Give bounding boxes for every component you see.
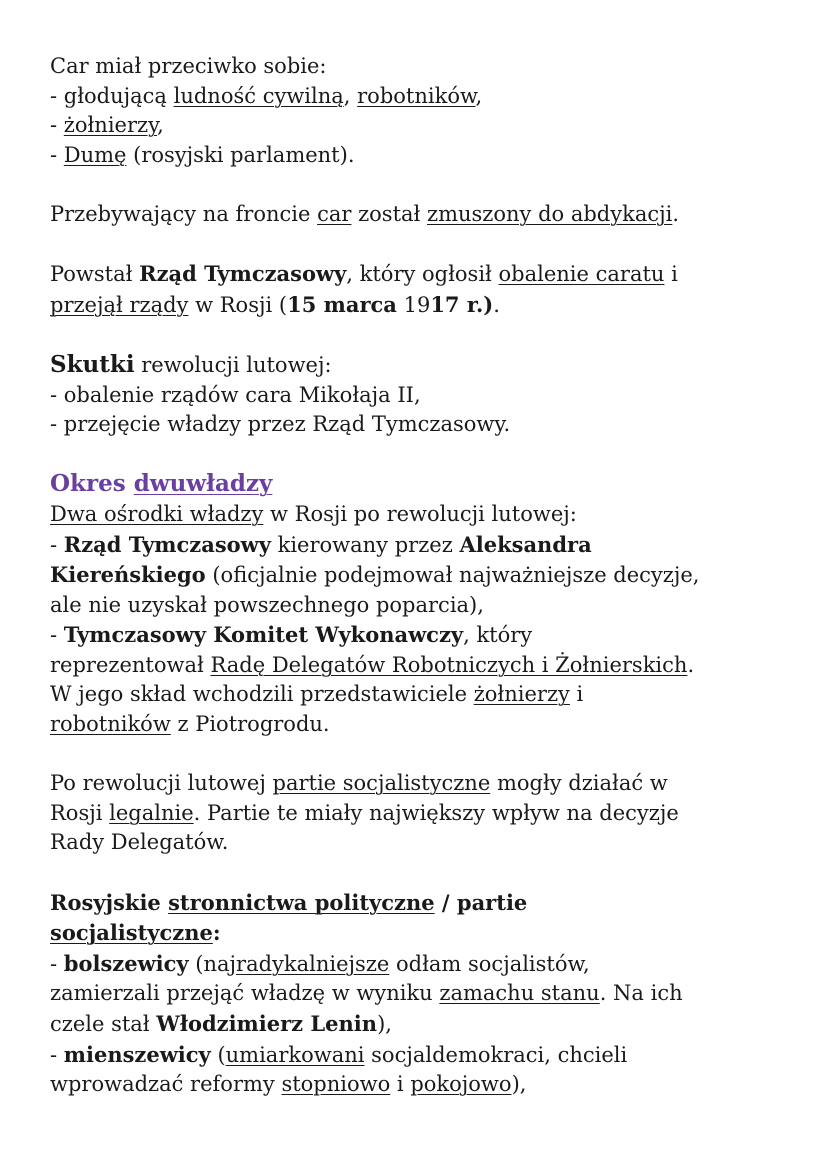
text: Przebywający na froncie <box>50 201 318 226</box>
bold-text: Włodzimierz Lenin <box>156 1011 378 1036</box>
paragraph-gap <box>50 320 810 350</box>
text-line <box>50 259 810 290</box>
text: , <box>475 83 483 108</box>
text: - <box>50 113 64 138</box>
underlined-text: obalenie caratu <box>498 262 665 287</box>
paragraph-gap <box>50 230 810 260</box>
underlined-text: legalnie <box>109 800 194 825</box>
text-line <box>50 530 810 561</box>
underlined-text: żołnierzy <box>63 113 158 138</box>
text-line <box>50 52 810 82</box>
bold-text: Tymczasowy Komitet Wykonawczy <box>63 622 464 648</box>
bold-text: Rząd Tymczasowy <box>139 261 347 287</box>
text: (naj <box>188 951 237 976</box>
text: , <box>343 83 358 108</box>
text: w Rosji po rewolucji lutowej: <box>263 501 577 526</box>
text: , który <box>463 623 533 648</box>
text: Car miał przeciwko sobie: <box>50 54 327 78</box>
paragraph-gap <box>50 170 810 200</box>
text-line <box>50 141 810 171</box>
paragraph-gap <box>50 858 810 888</box>
text-line <box>50 500 810 530</box>
dual-power-section <box>50 469 810 739</box>
text: , który ogłosił <box>346 262 499 287</box>
text: Rosji <box>50 800 110 825</box>
text: i <box>390 1072 411 1097</box>
abdication-paragraph <box>50 200 810 230</box>
text: i <box>664 262 678 287</box>
text-line <box>50 949 810 980</box>
bold-text: / partie <box>434 889 528 915</box>
text-line <box>50 620 810 651</box>
bold-underlined-text: stronnictwa polityczne <box>168 889 435 915</box>
underlined-text: ludność cywilną <box>173 83 344 108</box>
text: ), <box>511 1072 527 1097</box>
text-line <box>50 710 810 740</box>
effects-paragraph <box>50 350 810 440</box>
text: kierowany przez <box>270 532 460 557</box>
text-line <box>50 1009 810 1040</box>
text-line <box>50 651 810 681</box>
bold-heading-word: Skutki <box>50 350 135 378</box>
text: wprowadzać reformy <box>50 1072 282 1097</box>
text: - <box>50 142 64 167</box>
text-line <box>50 591 810 621</box>
bold-date: 17 r.) <box>430 291 494 317</box>
text-line <box>50 769 810 799</box>
text-line <box>50 1040 810 1071</box>
provisional-government-paragraph <box>50 259 810 320</box>
text-line <box>50 799 810 829</box>
paragraph-gap <box>50 440 810 470</box>
text-line <box>50 381 810 411</box>
text-line <box>50 560 810 591</box>
text-line <box>50 200 810 230</box>
text: . <box>493 292 500 317</box>
text: (rosyjski parlament). <box>126 142 355 167</box>
text-line <box>50 828 810 858</box>
bold-text: Rosyjskie <box>50 889 169 915</box>
underlined-text: zmuszony do abdykacji <box>427 201 673 226</box>
text: , <box>157 113 164 138</box>
underlined-text: przejął rządy <box>50 292 189 317</box>
bold-date: 15 marca <box>287 291 397 317</box>
text-line <box>50 918 810 949</box>
underlined-text: pokojowo <box>410 1072 512 1097</box>
underlined-text: Radę Delegatów Robotniczych i Żołnierskich <box>210 652 688 677</box>
text: (oficjalnie podejmował najważniejsze decyzje, <box>205 563 700 588</box>
document-page <box>50 52 810 1100</box>
paragraph-gap <box>50 740 810 770</box>
text-line <box>50 111 810 141</box>
text: czele stał <box>50 1012 157 1036</box>
bold-text: Kiereńskiego <box>50 562 206 588</box>
text: i <box>569 682 584 707</box>
text: - <box>50 623 64 648</box>
text-line <box>50 290 810 321</box>
text: - przejęcie władzy przez Rząd Tymczasowy. <box>50 412 511 437</box>
underlined-text: żołnierzy <box>473 682 570 707</box>
underlined-text: Dwa ośrodki władzy <box>50 501 264 526</box>
text: z Piotrogrodu. <box>170 712 330 737</box>
text: . <box>687 652 695 677</box>
text: socjaldemokraci, chcieli <box>364 1042 628 1067</box>
underlined-text: Dumę <box>63 142 127 167</box>
text: ale nie uzyskał powszechnego poparcia), <box>50 592 484 617</box>
text: . <box>672 201 680 226</box>
text: W jego skład wchodzili przedstawiciele <box>50 682 474 707</box>
bold-text: Rząd Tymczasowy <box>63 531 271 557</box>
underlined-text: stopniowo <box>281 1072 391 1097</box>
bold-text: bolszewicy <box>63 950 189 976</box>
bold-text: mienszewicy <box>63 1041 211 1067</box>
underlined-text: zamachu stanu <box>439 981 600 1006</box>
underlined-text: partie socjalistyczne <box>272 771 491 796</box>
text: . Na ich <box>599 981 683 1006</box>
text: - obalenie rządów cara Mikołaja II, <box>50 382 421 407</box>
underlined-text: radykalniejsze <box>236 951 390 976</box>
text: - <box>50 1042 64 1067</box>
tsar-opponents-paragraph <box>50 52 810 170</box>
text: . Partie te miały największy wpływ na decyzje <box>193 800 679 825</box>
text: został <box>351 201 428 226</box>
underlined-text: umiarkowani <box>225 1042 365 1067</box>
text-line <box>50 888 810 919</box>
text: - <box>50 532 64 557</box>
text: - <box>50 951 64 976</box>
text: Powstał <box>50 262 140 287</box>
underlined-text: robotników <box>50 712 171 737</box>
text: odłam socjalistów, <box>389 951 590 976</box>
text-line <box>50 680 810 710</box>
text: reprezentował <box>50 652 211 677</box>
section-heading <box>50 469 810 500</box>
socialist-parties-paragraph <box>50 769 810 858</box>
text: 19 <box>396 292 431 317</box>
text: ), <box>377 1012 392 1036</box>
heading-underlined-text: dwuwładzy <box>133 470 273 498</box>
text: mogły działać w <box>490 771 668 796</box>
text: Po rewolucji lutowej <box>50 771 273 796</box>
text: w Rosji ( <box>188 292 288 317</box>
text-line <box>50 1070 810 1100</box>
text: Rady Delegatów. <box>50 830 229 855</box>
text: rewolucji lutowej: <box>134 352 332 377</box>
political-factions-section <box>50 888 810 1100</box>
bold-text: : <box>212 920 221 946</box>
bold-underlined-text: socjalistyczne <box>50 920 213 946</box>
text: zamierzali przejąć władzę w wyniku <box>50 981 440 1006</box>
text-line <box>50 410 810 440</box>
text-line <box>50 979 810 1009</box>
text-line <box>50 82 810 112</box>
text: - głodującą <box>50 83 174 108</box>
underlined-text: car <box>317 201 352 226</box>
text: ( <box>210 1042 226 1067</box>
text-line <box>50 350 810 381</box>
bold-text: Aleksandra <box>459 531 592 557</box>
underlined-text: robotników <box>357 83 476 108</box>
heading-text: Okres <box>50 470 134 498</box>
